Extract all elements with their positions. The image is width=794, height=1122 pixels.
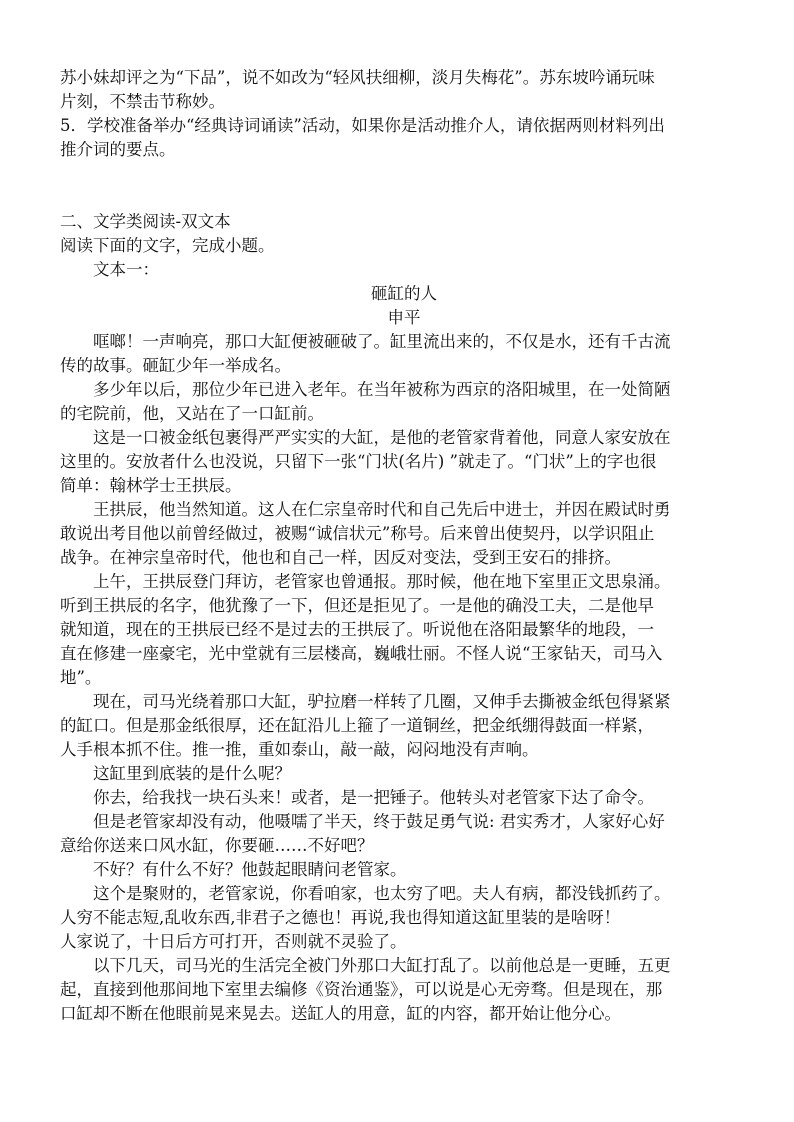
section-literary-reading (60, 210, 748, 1026)
text-label: 文本一： (93, 260, 159, 279)
paragraph (60, 426, 748, 498)
paragraph-line: 这里的。安放者什么也没说，只留下一张“门状(名片) ”就走了。“门状”上的字也很 (60, 452, 657, 471)
article-title: 砸缸的人 (371, 284, 437, 303)
paragraph-line: 人家说了，十日后方可打开，否则就不灵验了。 (60, 932, 407, 951)
article-body (60, 330, 748, 1026)
article-author: 申平 (387, 308, 421, 327)
paragraph-line: 意给你送来口风水缸，你要砸……不好吧？ (60, 836, 374, 855)
paragraph-line: 敢说出考目他以前曾经做过，被赐“诚信状元”称号。后来曾出使契丹，以学识阻止 (60, 524, 655, 543)
paragraph-line: 直在修建一座豪宅，光中堂就有三层楼高，巍峨壮丽。不怪人说“王家钻天，司马入 (60, 644, 663, 663)
instruction: 阅读下面的文字，完成小题。 (60, 236, 275, 255)
paragraph-line: 这是一口被金纸包裹得严严实实的大缸，是他的老管家背着他，同意人家安放在 (93, 428, 671, 447)
paragraph-line: 的缸口。但是那金纸很厚，还在缸沿儿上箍了一道铜丝，把金纸绷得鼓面一样紧， (60, 716, 654, 735)
paragraph-line: 王拱辰，他当然知道。这人在仁宗皇帝时代和自己先后中进士，并因在殿试时勇 (93, 500, 671, 519)
paragraph-line: 就知道，现在的王拱辰已经不是过去的王拱辰了。听说他在洛阳最繁华的地段，一 (60, 620, 654, 639)
question-5-line: 5．学校准备举办“经典诗词诵读”活动，如果你是活动推介人，请依据两则材料列出 (60, 116, 665, 135)
paragraph (60, 954, 748, 1026)
paragraph-line: 现在，司马光绕着那口大缸，驴拉磨一样转了几圈，又伸手去撕被金纸包得紧紧 (93, 692, 671, 711)
paragraph (60, 858, 748, 882)
document-page (60, 66, 748, 1026)
paragraph-line: 不好？有什么不好？他鼓起眼睛问老管家。 (93, 860, 407, 879)
paragraph-line: 人手根本抓不住。推一推，重如泰山，敲一敲，闷闷地没有声响。 (60, 740, 539, 759)
paragraph-line: 这缸里到底装的是什么呢？ (93, 764, 291, 783)
paragraph-line: 多少年以后，那位少年已进入老年。在当年被称为西京的洛阳城里，在一处简陋 (93, 380, 671, 399)
paragraph-line: 听到王拱辰的名字，他犹豫了一下，但还是拒见了。一是他的确没工夫，二是他早 (60, 596, 654, 615)
text-line: 片刻，不禁击节称妙。 (60, 92, 225, 111)
section-previous-question (60, 66, 748, 162)
paragraph-line: 战争。在神宗皇帝时代，他也和自己一样，因反对变法，受到王安石的排挤。 (60, 548, 621, 567)
paragraph-line: 上午，王拱辰登门拜访，老管家也曾通报。那时候，他在地下室里正文思泉涌。 (93, 572, 671, 591)
paragraph (60, 690, 748, 762)
paragraph (60, 762, 748, 786)
paragraph (60, 810, 748, 858)
paragraph-line: 简单：翰林学士王拱辰。 (60, 476, 242, 495)
paragraph-line: 哐啷！一声响亮，那口大缸便被砸破了。缸里流出来的，不仅是水，还有千古流 (93, 332, 671, 351)
paragraph-line: 人穷不能志短,乱收东西,非君子之德也！再说,我也得知道这缸里装的是啥呀！ (60, 908, 621, 927)
paragraph-line: 以下几天，司马光的生活完全被门外那口大缸打乱了。以前他总是一更睡，五更 (93, 956, 671, 975)
text-line: 苏小妹却评之为“下品”，说不如改为“轻风扶细柳，淡月失梅花”。苏东坡吟诵玩味 (60, 68, 655, 87)
section-heading: 二、文学类阅读-双文本 (60, 212, 231, 231)
paragraph-line: 的宅院前，他，又站在了一口缸前。 (60, 404, 324, 423)
spacer (60, 162, 748, 210)
paragraph-line: 传的故事。砸缸少年一举成名。 (60, 356, 291, 375)
text-line: 推介词的要点。 (60, 140, 176, 159)
paragraph-line: 但是老管家却没有动，他嗫嚅了半天，终于鼓足勇气说: 君实秀才，人家好心好 (93, 812, 665, 831)
paragraph-line: 你去，给我找一块石头来！或者，是一把锤子。他转头对老管家下达了命令。 (93, 788, 654, 807)
paragraph (60, 498, 748, 570)
paragraph (60, 570, 748, 690)
paragraph (60, 330, 748, 378)
paragraph (60, 786, 748, 810)
paragraph (60, 882, 748, 954)
paragraph-line: 口缸却不断在他眼前晃来晃去。送缸人的用意，缸的内容，都开始让他分心。 (60, 1004, 621, 1023)
paragraph-line: 起，直接到他那间地下室里去编修《资治通鉴》，可以说是心无旁骛。但是现在，那 (60, 980, 663, 999)
paragraph (60, 378, 748, 426)
paragraph-line: 地”。 (60, 668, 102, 687)
paragraph-line: 这个是聚财的，老管家说，你看咱家，也太穷了吧。夫人有病，都没钱抓药了。 (93, 884, 671, 903)
